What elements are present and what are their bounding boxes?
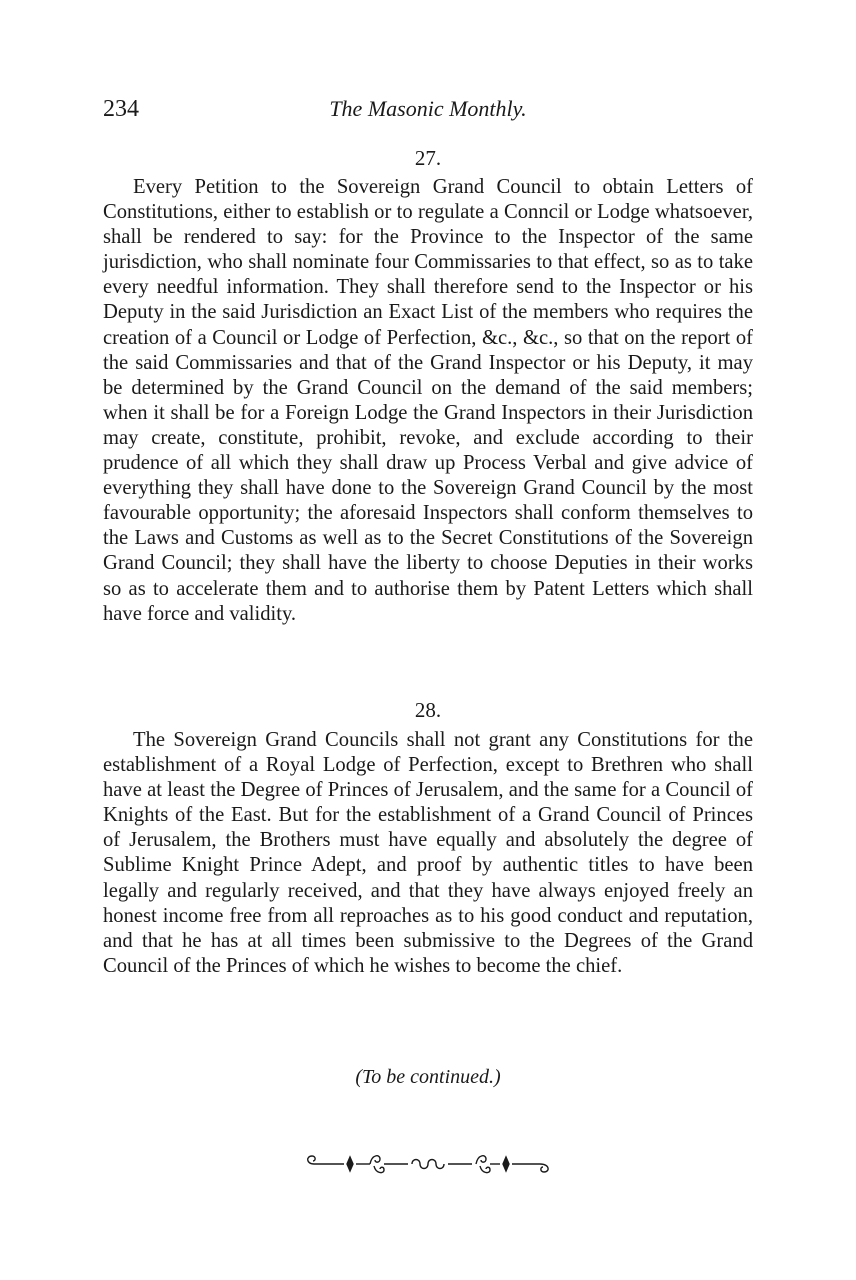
article-27-text: Every Petition to the Sovereign Grand Council to obtain Letters of Constitutions, either to establish or to regulate a Conncil or Lodge whatsoever, shall be rendered to say: for the Province to the Inspector of the same jurisdiction, who shall nominate four Commissaries to that effect, so as to take every needful information. They shall therefore send to the Inspector or his Deputy in the said Jurisdiction an Exact List of the members who requires the creation of a Council or Lodge of Perfection, &c., &c., so that on the report of the said Commissaries and that of the Grand Inspector or his Deputy, it may be determined by the Grand Council on the demand of the said members; when it shall be for a Foreign Lodge the Grand Inspectors in their Jurisdiction may create, constitute, prohibit, revoke, and exclude according to their prudence of all which they shall draw up Process Verbal and give advice of everything they shall have done to the Sovereign Grand Council by the most favourable opportunity; the aforesaid Inspectors shall conform themselves to the Laws and Customs as well as to the Secret Constitutions of the Sovereign Grand Council; they shall have the liberty to choose Deputies in their works so as to accelerate them and to authorise them by Patent Letters which shall have force and validity.	[103, 176, 753, 625]
page-header	[103, 96, 753, 136]
to-be-continued: (To be continued.)	[355, 1066, 501, 1088]
page-number: 234	[103, 96, 139, 122]
running-title: The Masonic Monthly.	[329, 96, 527, 121]
article-number-28: 28.	[414, 698, 442, 722]
article-28-text: The Sovereign Grand Councils shall not grant any Constitutions for the establishment of a Royal Lodge of Perfection, except to Brethren who shall have at least the Degree of Princes of Jerusalem, and the same for a Council of Knights of the East. But for the establishment of a Grand Council of Princes of Jerusalem, the Brothers must have equally and absolutely the degree of Sublime Knight Prince Adept, and proof by authentic titles to have been legally and regularly received, and that they have always enjoyed freely an honest income free from all reproaches as to his good conduct and reputation, and that he has at all times been submissive to the Degrees of the Grand Council of the Princes of which he wishes to become the chief.	[103, 729, 753, 977]
decorative-divider-icon	[300, 1144, 556, 1184]
article-number-27: 27.	[414, 146, 442, 170]
